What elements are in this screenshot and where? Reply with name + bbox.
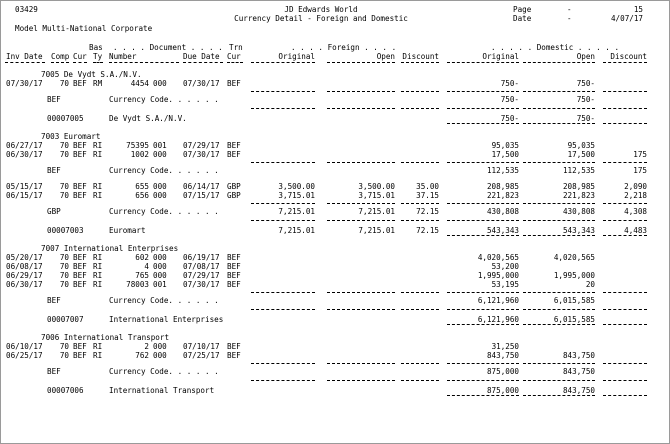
subtotal-foreign-original: 7,215.01 [278, 207, 315, 216]
invoice-date: 06/30/17 [6, 150, 43, 159]
due-date: 07/15/17 [183, 191, 220, 200]
separator-line [251, 309, 315, 310]
customer-total-number: 00007003 [47, 226, 84, 235]
separator-line [401, 162, 439, 163]
base-currency: BEF [73, 150, 87, 159]
row-domestic-original: 95,035 [491, 141, 519, 150]
separator-line [447, 203, 519, 204]
total-domestic-open: 843,750 [562, 386, 595, 395]
separator-line [251, 292, 315, 293]
total-foreign-original: 7,215.01 [278, 226, 315, 235]
trans-currency: BEF [227, 253, 241, 262]
doc-number: 78003 [126, 280, 149, 289]
separator-line [327, 203, 395, 204]
col-bas: Bas [89, 43, 103, 52]
date-separator: - [567, 14, 572, 23]
separator-line [401, 363, 439, 364]
col-due-date: Due Date [183, 52, 220, 61]
col-foreign-original: Original [278, 52, 315, 61]
separator-line [447, 324, 519, 325]
row-domestic-original: 17,500 [491, 150, 519, 159]
row-domestic-open: 750- [576, 79, 595, 88]
separator-line [251, 91, 315, 92]
base-currency: BEF [73, 280, 87, 289]
subtotal-currency: BEF [47, 296, 61, 305]
doc-type: RI [93, 262, 103, 271]
customer-total-number: 00007005 [47, 114, 84, 123]
doc-type: RI [93, 271, 103, 280]
separator-line [447, 363, 519, 364]
row-domestic-original: 208,985 [486, 182, 519, 191]
doc-number: 4454 [130, 79, 149, 88]
customer-total-name: De Vydt S.A./N.V. [109, 114, 187, 123]
separator-line [523, 324, 595, 325]
separator-line [603, 123, 647, 124]
doc-item: 000 [153, 79, 167, 88]
report-title: Currency Detail - Foreign and Domestic [234, 14, 408, 23]
currency-code-label: Currency Code. . . . . . [109, 367, 219, 376]
doc-number: 1002 [130, 150, 149, 159]
col-document-group: . . . . Document . . . . [113, 43, 223, 52]
row-foreign-open: 3,500.00 [358, 182, 395, 191]
subtotal-foreign-open: 7,215.01 [358, 207, 395, 216]
row-domestic-original: 750- [500, 79, 519, 88]
subtotal-domestic-original: 875,000 [486, 367, 519, 376]
separator-line [523, 91, 595, 92]
due-date: 07/25/17 [183, 351, 220, 360]
doc-item: 000 [153, 351, 167, 360]
total-foreign-open: 7,215.01 [358, 226, 395, 235]
row-domestic-original: 221,823 [486, 191, 519, 200]
customer-total-number: 00007007 [47, 315, 84, 324]
row-domestic-original: 843,750 [486, 351, 519, 360]
separator-line [523, 123, 595, 124]
row-domestic-open: 221,823 [562, 191, 595, 200]
base-currency: BEF [73, 79, 87, 88]
doc-type: RI [93, 351, 103, 360]
row-domestic-original: 4,020,565 [477, 253, 519, 262]
separator-line [523, 363, 595, 364]
col-ty: Ty [93, 52, 103, 61]
col-trn: Trn [229, 43, 243, 52]
subtotal-domestic-open: 750- [576, 95, 595, 104]
separator-line [327, 363, 395, 364]
base-currency: BEF [73, 191, 87, 200]
invoice-date: 05/15/17 [6, 182, 43, 191]
separator-line [447, 220, 519, 221]
doc-item: 000 [153, 182, 167, 191]
doc-number: 75395 [126, 141, 149, 150]
separator-line [603, 220, 647, 221]
row-foreign-original: 3,715.01 [278, 191, 315, 200]
separator-line [523, 108, 595, 109]
row-domestic-original: 53,195 [491, 280, 519, 289]
company: 70 [59, 271, 69, 280]
separator-line [603, 108, 647, 109]
trans-currency: GBP [227, 182, 241, 191]
col-trn-cur: Cur [227, 52, 241, 61]
trans-currency: BEF [227, 271, 241, 280]
separator-line [251, 162, 315, 163]
col-domestic-open: Open [576, 52, 595, 61]
row-domestic-original: 53,200 [491, 262, 519, 271]
total-domestic-open: 543,343 [562, 226, 595, 235]
trans-currency: BEF [227, 342, 241, 351]
col-domestic-original: Original [482, 52, 519, 61]
col-domestic-group: . . . . . Domestic . . . . . [491, 43, 620, 52]
separator-line [327, 220, 395, 221]
currency-code-label: Currency Code. . . . . . [109, 166, 219, 175]
trans-currency: BEF [227, 351, 241, 360]
due-date: 07/08/17 [183, 262, 220, 271]
report-date: 4/07/17 [610, 14, 643, 23]
doc-number: 656 [135, 191, 149, 200]
separator-line [603, 203, 647, 204]
company: 70 [59, 182, 69, 191]
invoice-date: 06/25/17 [6, 351, 43, 360]
subtotal-currency: GBP [47, 207, 61, 216]
row-domestic-discount: 2,218 [624, 191, 647, 200]
currency-code-label: Currency Code. . . . . . [109, 95, 219, 104]
separator-line [603, 91, 647, 92]
row-domestic-open: 95,035 [567, 141, 595, 150]
row-domestic-discount: 175 [633, 150, 647, 159]
col-number: Number [109, 52, 137, 61]
separator-line [447, 292, 519, 293]
doc-number: 602 [135, 253, 149, 262]
col-foreign-discount: Discount [402, 52, 439, 61]
separator-line [251, 108, 315, 109]
total-domestic-open: 750- [576, 114, 595, 123]
row-domestic-open: 20 [585, 280, 595, 289]
page-number: 15 [633, 5, 643, 14]
separator-line [251, 220, 315, 221]
subtotal-domestic-original: 430,808 [486, 207, 519, 216]
col-foreign-group: . . . . Foreign . . . . [291, 43, 397, 52]
date-label: Date [513, 14, 532, 23]
separator-line [603, 324, 647, 325]
doc-item: 000 [153, 271, 167, 280]
separator-line [401, 203, 439, 204]
customer-header: 7003 Euromart [41, 132, 101, 141]
due-date: 07/10/17 [183, 342, 220, 351]
base-currency: BEF [73, 342, 87, 351]
customer-total-number: 00007006 [47, 386, 84, 395]
doc-type: RI [93, 191, 103, 200]
subtotal-domestic-open: 843,750 [562, 367, 595, 376]
invoice-date: 06/10/17 [6, 342, 43, 351]
doc-number: 4 [144, 262, 149, 271]
row-foreign-discount: 35.00 [416, 182, 439, 191]
due-date: 07/29/17 [183, 271, 220, 280]
subtotal-currency: BEF [47, 95, 61, 104]
col-cur: Cur [73, 52, 87, 61]
company: 70 [59, 351, 69, 360]
row-domestic-discount: 2,090 [624, 182, 647, 191]
separator-line [603, 309, 647, 310]
total-domestic-open: 6,015,585 [553, 315, 595, 324]
row-foreign-original: 3,500.00 [278, 182, 315, 191]
separator-line [401, 91, 439, 92]
report-id: 03429 [15, 5, 38, 14]
invoice-date: 07/30/17 [6, 79, 43, 88]
base-currency: BEF [73, 253, 87, 262]
separator-line [251, 363, 315, 364]
row-domestic-original: 1,995,000 [477, 271, 519, 280]
total-domestic-original: 750- [500, 114, 519, 123]
separator-line [523, 220, 595, 221]
total-foreign-discount: 72.15 [416, 226, 439, 235]
separator-line [447, 91, 519, 92]
company: 70 [59, 280, 69, 289]
doc-number: 2 [144, 342, 149, 351]
doc-type: RI [93, 182, 103, 191]
subtotal-foreign-discount: 72.15 [416, 207, 439, 216]
separator-line [447, 309, 519, 310]
separator-line [401, 309, 439, 310]
trans-currency: BEF [227, 150, 241, 159]
due-date: 06/14/17 [183, 182, 220, 191]
separator-line [447, 123, 519, 124]
separator-line [251, 203, 315, 204]
doc-type: RI [93, 150, 103, 159]
separator-line [401, 380, 439, 381]
subtotal-domestic-discount: 175 [633, 166, 647, 175]
customer-header: 7007 International Enterprises [41, 244, 179, 253]
doc-item: 000 [153, 342, 167, 351]
doc-number: 655 [135, 182, 149, 191]
trans-currency: BEF [227, 79, 241, 88]
separator-line [523, 380, 595, 381]
due-date: 07/30/17 [183, 280, 220, 289]
base-currency: BEF [73, 141, 87, 150]
invoice-date: 06/30/17 [6, 280, 43, 289]
row-foreign-discount: 37.15 [416, 191, 439, 200]
separator-line [447, 380, 519, 381]
col-inv-date: Inv Date [6, 52, 43, 61]
invoice-date: 05/20/17 [6, 253, 43, 262]
customer-header: 7005 De Vydt S.A./N.V. [41, 70, 142, 79]
doc-item: 000 [153, 262, 167, 271]
page-label: Page [513, 5, 532, 14]
separator-line [401, 108, 439, 109]
total-domestic-original: 875,000 [486, 386, 519, 395]
invoice-date: 06/15/17 [6, 191, 43, 200]
company: 70 [59, 79, 69, 88]
separator-line [523, 292, 595, 293]
doc-type: RI [93, 342, 103, 351]
company: 70 [59, 342, 69, 351]
doc-type: RI [93, 141, 103, 150]
row-domestic-open: 208,985 [562, 182, 595, 191]
subtotal-domestic-open: 6,015,585 [553, 296, 595, 305]
separator-line [523, 203, 595, 204]
doc-item: 001 [153, 280, 167, 289]
doc-number: 762 [135, 351, 149, 360]
separator-line [447, 108, 519, 109]
doc-type: RI [93, 253, 103, 262]
due-date: 07/29/17 [183, 141, 220, 150]
separator-line [447, 395, 519, 396]
customer-total-name: International Enterprises [109, 315, 224, 324]
doc-item: 001 [153, 141, 167, 150]
base-currency: BEF [73, 262, 87, 271]
doc-number: 765 [135, 271, 149, 280]
separator-line [327, 162, 395, 163]
row-foreign-open: 3,715.01 [358, 191, 395, 200]
company: 70 [59, 253, 69, 262]
customer-header: 7006 International Transport [41, 333, 170, 342]
base-currency: BEF [73, 182, 87, 191]
base-currency: BEF [73, 271, 87, 280]
col-comp: Comp [51, 52, 70, 61]
separator-line [603, 395, 647, 396]
base-currency: BEF [73, 351, 87, 360]
row-domestic-open: 1,995,000 [553, 271, 595, 280]
subtotal-currency: BEF [47, 166, 61, 175]
separator-line [523, 235, 595, 236]
separator-line [603, 363, 647, 364]
due-date: 07/30/17 [183, 79, 220, 88]
trans-currency: BEF [227, 141, 241, 150]
company: 70 [59, 262, 69, 271]
total-domestic-original: 543,343 [486, 226, 519, 235]
trans-currency: BEF [227, 280, 241, 289]
system-name: JD Edwards World [284, 5, 358, 14]
subtotal-domestic-original: 6,121,960 [477, 296, 519, 305]
doc-item: 000 [153, 253, 167, 262]
col-foreign-open: Open [376, 52, 395, 61]
separator-line [327, 380, 395, 381]
separator-line [401, 220, 439, 221]
subtotal-domestic-discount: 4,308 [624, 207, 647, 216]
company: 70 [59, 191, 69, 200]
separator-line [327, 309, 395, 310]
trans-currency: BEF [227, 262, 241, 271]
separator-line [447, 162, 519, 163]
separator-line [447, 235, 519, 236]
due-date: 06/19/17 [183, 253, 220, 262]
currency-code-label: Currency Code. . . . . . [109, 207, 219, 216]
separator-line [523, 395, 595, 396]
separator-line [603, 235, 647, 236]
company-name: Model Multi-National Corporate [15, 24, 153, 33]
separator-line [327, 292, 395, 293]
invoice-date: 06/29/17 [6, 271, 43, 280]
col-domestic-discount: Discount [610, 52, 647, 61]
separator-line [327, 108, 395, 109]
doc-type: RI [93, 280, 103, 289]
separator-line [401, 292, 439, 293]
trans-currency: GBP [227, 191, 241, 200]
company: 70 [59, 141, 69, 150]
subtotal-domestic-original: 750- [500, 95, 519, 104]
currency-code-label: Currency Code. . . . . . [109, 296, 219, 305]
separator-line [523, 309, 595, 310]
doc-type: RM [93, 79, 103, 88]
doc-item: 000 [153, 191, 167, 200]
customer-total-name: Euromart [109, 226, 146, 235]
row-domestic-open: 4,020,565 [553, 253, 595, 262]
separator-line [603, 380, 647, 381]
page-separator: - [567, 5, 572, 14]
customer-total-name: International Transport [109, 386, 215, 395]
separator-line [603, 292, 647, 293]
subtotal-domestic-open: 112,535 [562, 166, 595, 175]
due-date: 07/30/17 [183, 150, 220, 159]
row-domestic-original: 31,250 [491, 342, 519, 351]
subtotal-domestic-open: 430,808 [562, 207, 595, 216]
separator-line [603, 162, 647, 163]
invoice-date: 06/27/17 [6, 141, 43, 150]
subtotal-currency: BEF [47, 367, 61, 376]
separator-line [523, 162, 595, 163]
total-domestic-original: 6,121,960 [477, 315, 519, 324]
separator-line [327, 91, 395, 92]
row-domestic-open: 17,500 [567, 150, 595, 159]
company: 70 [59, 150, 69, 159]
row-domestic-open: 843,750 [562, 351, 595, 360]
total-domestic-discount: 4,483 [624, 226, 647, 235]
invoice-date: 06/08/17 [6, 262, 43, 271]
doc-item: 000 [153, 150, 167, 159]
separator-line [251, 380, 315, 381]
subtotal-domestic-original: 112,535 [486, 166, 519, 175]
